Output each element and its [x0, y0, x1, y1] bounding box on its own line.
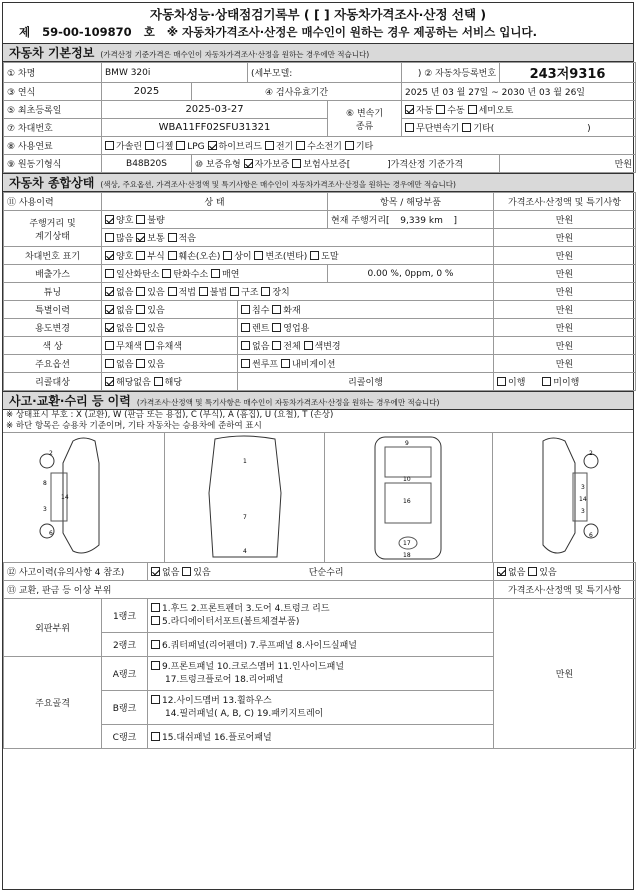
recall-not-done-checkbox[interactable]: [542, 377, 551, 386]
trans-manual-checkbox[interactable]: [436, 105, 445, 114]
table-row: [4, 581, 636, 599]
fire-label: 화재: [283, 306, 301, 316]
fire-checkbox[interactable]: [272, 305, 281, 314]
vin-mismatch-label: 상이: [234, 252, 252, 262]
mileage-many-label: 많음: [116, 234, 134, 244]
svg-text:17: 17: [403, 540, 411, 547]
tuning-illegal-checkbox[interactable]: [199, 287, 208, 296]
warranty-options: [192, 155, 500, 173]
table-row: [4, 211, 636, 229]
vin-stolen-checkbox[interactable]: [310, 251, 319, 260]
history-none-label: 없음: [162, 568, 180, 578]
top-car-outline: [165, 433, 325, 563]
first-reg-label: ⑤ 최초등록일: [4, 101, 102, 119]
option-none-checkbox[interactable]: [105, 359, 114, 368]
fuel-diesel-checkbox[interactable]: [145, 141, 154, 150]
rank1-checkbox-b[interactable]: [151, 616, 160, 625]
fuel-lpg-checkbox[interactable]: [176, 141, 185, 150]
svg-text:1: 1: [243, 458, 247, 465]
diagram-right-side: [493, 433, 635, 563]
price-unit: 만원: [494, 301, 636, 319]
exchange-price-unit: 만원: [494, 599, 636, 749]
price-header: 가격조사·산정액 및 특기사항: [494, 193, 636, 211]
warranty-insurance-label: 보험사보증[: [303, 160, 351, 170]
trans-label-line1: ⑥ 변속기: [346, 108, 384, 119]
vin-marking-state: [102, 247, 494, 265]
tuning-legal-label: 적법: [178, 288, 196, 298]
inspection-from: 2025 년 03 월 27일: [405, 88, 489, 98]
smoke-checkbox[interactable]: [211, 269, 220, 278]
svg-text:4: 4: [243, 548, 247, 555]
history-exists-label: 있음: [193, 568, 211, 578]
table-row: [4, 63, 636, 83]
table-row: [4, 599, 636, 633]
exchange-price-header: 가격조사·산정액 및 특기사항: [494, 581, 636, 599]
color-change-label: 색변경: [314, 342, 341, 352]
tuning-none-checkbox[interactable]: [105, 287, 114, 296]
fuel-electric-label: 전기: [275, 142, 294, 152]
rankA-items-line2: 17.트렁크플로어 18.리어패널: [165, 674, 284, 685]
rankC-items: [148, 725, 494, 749]
section-basic-info: [3, 43, 633, 62]
option-state: [102, 355, 238, 373]
svg-text:14: 14: [61, 494, 69, 501]
vin-good-label: 양호: [116, 252, 134, 262]
rankA-items: [148, 657, 494, 691]
base-price-label: 가격산정 기준가격: [390, 160, 464, 170]
history-none-checkbox[interactable]: [151, 567, 160, 576]
vin-damaged-checkbox[interactable]: [168, 251, 177, 260]
mileage-few-label: 적음: [178, 234, 196, 244]
table-row: [4, 301, 636, 319]
basic-info-table: [3, 62, 636, 173]
table-row: [4, 155, 636, 173]
trans-cvt-label: 무단변속기: [416, 124, 460, 134]
history-state: [148, 563, 494, 581]
sunroof-label: 썬루프: [252, 360, 279, 370]
exchange-label: ⑬ 교환, 판금 등 이상 부위: [4, 581, 494, 599]
fuel-diesel-label: 디젤: [155, 142, 174, 152]
rank1-label: 1랭크: [102, 599, 148, 633]
warranty-label: ⑩ 보증유형: [195, 160, 241, 170]
table-row: [4, 247, 636, 265]
vin-mismatch-checkbox[interactable]: [223, 251, 232, 260]
svg-text:10: 10: [403, 476, 411, 483]
number-suffix: 호: [143, 25, 155, 39]
simple-repair-label: 단순수리: [308, 568, 344, 578]
history-exists-checkbox[interactable]: [182, 567, 191, 576]
current-mileage-value: 9,339 km: [400, 216, 443, 226]
price-unit: 만원: [494, 229, 636, 247]
rank2-label: 2랭크: [102, 633, 148, 657]
rankA-checkbox-a[interactable]: [151, 661, 160, 670]
option-items: [238, 355, 494, 373]
current-mileage: [328, 211, 494, 229]
purpose-state: [102, 319, 238, 337]
mileage-few-checkbox[interactable]: [168, 233, 177, 242]
svg-text:6: 6: [589, 532, 593, 539]
document-title: 자동차성능·상태점검기록부 ( [ ] 자동차가격조사·산정 선택 ): [149, 7, 487, 22]
trans-options-row1: [402, 101, 636, 119]
fuel-lpg-label: LPG: [187, 142, 205, 152]
inspection-to: 2030 년 03 월 26일: [501, 88, 586, 98]
price-unit: 만원: [494, 337, 636, 355]
fuel-hydrogen-checkbox[interactable]: [296, 141, 305, 150]
special-exists-label: 있음: [147, 306, 165, 316]
section-note: (색상, 주요옵션, 가격조사·산정액 및 특기사항은 매수인이 자동차가격조사·산정을 원하는 경우에만 적습니다): [100, 180, 456, 189]
price-unit: 만원: [494, 319, 636, 337]
tuning-state: [102, 283, 494, 301]
vin-corrosion-checkbox[interactable]: [136, 251, 145, 260]
table-row: [4, 337, 636, 355]
navigation-label: 내비게이션: [291, 360, 336, 370]
gauge-good-checkbox[interactable]: [105, 215, 114, 224]
rank1-checkbox-a[interactable]: [151, 603, 160, 612]
vin-damaged-label: 훼손(오손): [178, 252, 221, 262]
purpose-none-label: 없음: [116, 324, 134, 334]
special-exists-checkbox[interactable]: [136, 305, 145, 314]
special-items: [238, 301, 494, 319]
table-row: [4, 373, 636, 391]
fuel-hybrid-checkbox[interactable]: [208, 141, 217, 150]
recall-na-checkbox[interactable]: [105, 377, 114, 386]
price-unit: 만원: [494, 355, 636, 373]
recall-not-done-option: 미이행: [553, 378, 580, 388]
svg-text:2: 2: [589, 450, 593, 457]
repair-exists-label: 있음: [539, 568, 557, 578]
trans-label-line2: 종류: [355, 121, 374, 132]
tuning-device-label: 장치: [272, 288, 290, 298]
car-diagrams: [3, 432, 633, 562]
special-none-label: 없음: [116, 306, 134, 316]
hc-checkbox[interactable]: [162, 269, 171, 278]
rankB-items-line2: 14.필러패널( A, B, C) 19.패키지트레이: [165, 708, 324, 719]
special-state: [102, 301, 238, 319]
fuel-electric-checkbox[interactable]: [265, 141, 274, 150]
tuning-none-label: 없음: [116, 288, 134, 298]
svg-text:18: 18: [403, 552, 411, 559]
reg-no-label: ② 자동차등록번호: [424, 69, 497, 79]
price-unit: 만원: [494, 247, 636, 265]
service-note: ※ 자동차가격조사·산정은 매수인이 원하는 경우 제공하는 서비스 입니다.: [166, 25, 537, 39]
co-label: 일산화탄소: [116, 270, 160, 280]
reg-no-value: 243저9316: [500, 63, 636, 83]
inspection-period: [402, 83, 636, 101]
simple-repair-state: [494, 563, 636, 581]
tuning-legal-checkbox[interactable]: [168, 287, 177, 296]
trans-cvt-checkbox[interactable]: [405, 123, 414, 132]
left-side-car-outline: [3, 433, 165, 563]
table-row: [4, 119, 636, 137]
purpose-exists-checkbox[interactable]: [136, 323, 145, 332]
section-accident-history: [3, 391, 633, 410]
section-title: 자동차 기본정보: [9, 46, 95, 60]
rankB-items-line1: 12.사이드멤버 13.휠하우스: [162, 695, 272, 706]
mileage-label-line1: 주행거리 및: [29, 218, 76, 229]
inspection-tilde: ~: [491, 88, 499, 98]
rank2-checkbox[interactable]: [151, 640, 160, 649]
status-table: [3, 192, 636, 391]
warranty-insurance-checkbox[interactable]: [292, 159, 301, 168]
table-row: [4, 83, 636, 101]
repair-none-checkbox[interactable]: [497, 567, 506, 576]
rank1-items-line2: 5.라디에이터서포트(볼트체결부품): [162, 616, 300, 627]
svg-text:6: 6: [49, 530, 53, 537]
trans-options-row2: [402, 119, 636, 137]
trans-other-checkbox[interactable]: [462, 123, 471, 132]
warranty-self-checkbox[interactable]: [244, 159, 253, 168]
inspection-record-sheet: [2, 2, 634, 890]
trans-semi-label: 세미오토: [478, 106, 514, 116]
section-title: 자동차 종합상태: [9, 176, 95, 190]
rankC-items-text: 15.대쉬패널 16.플로어패널: [162, 733, 272, 743]
gauge-bad-checkbox[interactable]: [136, 215, 145, 224]
svg-text:16: 16: [403, 498, 411, 505]
table-row: [4, 283, 636, 301]
state-header: 상 태: [102, 193, 328, 211]
recall-label: 리콜대상: [4, 373, 102, 391]
svg-text:3: 3: [581, 484, 585, 491]
color-change-checkbox[interactable]: [304, 341, 313, 350]
table-row: [4, 563, 636, 581]
color-label: 색 상: [4, 337, 102, 355]
recall-done-checkbox[interactable]: [497, 377, 506, 386]
document-number: 59-00-109870: [42, 25, 132, 39]
svg-text:14: 14: [579, 496, 587, 503]
mileage-normal-label: 보통: [147, 234, 165, 244]
svg-text:8: 8: [43, 480, 47, 487]
recall-state: [102, 373, 238, 391]
flood-label: 침수: [252, 306, 270, 316]
detail-model-close: ): [417, 69, 422, 79]
vin-good-checkbox[interactable]: [105, 251, 114, 260]
mileage-state: [102, 229, 494, 247]
rank2-items-text: 6.쿼터패널(리어펜더) 7.루프패널 8.사이드실패널: [162, 641, 357, 651]
repair-none-label: 없음: [508, 568, 526, 578]
svg-text:2: 2: [49, 450, 53, 457]
business-label: 영업용: [283, 324, 310, 334]
rankB-label: B랭크: [102, 691, 148, 725]
repair-exists-checkbox[interactable]: [528, 567, 537, 576]
rankA-label: A랭크: [102, 657, 148, 691]
smoke-label: 매연: [222, 270, 240, 280]
fuel-hybrid-label: 하이브리드: [218, 142, 263, 152]
first-reg-value: 2025-03-27: [102, 101, 328, 119]
achromatic-label: 무채색: [116, 342, 143, 352]
fuel-options: [102, 137, 636, 155]
rankC-checkbox[interactable]: [151, 732, 160, 741]
special-label: 특별이력: [4, 301, 102, 319]
fuel-label: ⑧ 사용연료: [4, 137, 102, 155]
year-label: ③ 연식: [4, 83, 102, 101]
recall-done-state: [494, 373, 636, 391]
current-mileage-close: ]: [453, 216, 458, 226]
section-note: (가격산정 기준가격은 매수인이 자동차가격조사·산정을 원하는 경우에만 적습니다): [100, 50, 370, 59]
recall-applicable-label: 해당: [164, 378, 183, 388]
gauge-good-label: 양호: [116, 216, 134, 226]
frame-label: 주요골격: [4, 657, 102, 749]
recall-done-label: 리콜이행: [238, 373, 494, 391]
right-side-car-outline: [493, 433, 635, 563]
color-items: [238, 337, 494, 355]
achromatic-checkbox[interactable]: [105, 341, 114, 350]
legend-line-2: ※ 하단 항목은 승용차 기준이며, 기타 자동차는 승용차에 준하여 표시: [6, 421, 262, 431]
vin-stolen-label: 도말: [321, 252, 339, 262]
co-checkbox[interactable]: [105, 269, 114, 278]
vin-label: ⑦ 차대번호: [4, 119, 102, 137]
gauge-bad-label: 불량: [147, 216, 165, 226]
tuning-label: 튜닝: [4, 283, 102, 301]
navigation-checkbox[interactable]: [281, 359, 290, 368]
tuning-device-checkbox[interactable]: [261, 287, 270, 296]
tuning-structure-label: 구조: [241, 288, 259, 298]
option-none-label: 없음: [116, 360, 134, 370]
engine-label: ⑨ 원동기형식: [4, 155, 102, 173]
purpose-none-checkbox[interactable]: [105, 323, 114, 332]
purpose-items: [238, 319, 494, 337]
vin-corrosion-label: 부식: [147, 252, 165, 262]
chromatic-checkbox[interactable]: [145, 341, 154, 350]
price-unit: 만원: [494, 265, 636, 283]
warranty-self-label: 자가보증: [254, 160, 290, 170]
vin-altered-checkbox[interactable]: [254, 251, 263, 260]
paint-none-checkbox[interactable]: [241, 341, 250, 350]
year-value: 2025: [102, 83, 192, 101]
option-label: 주요옵션: [4, 355, 102, 373]
table-row: [4, 319, 636, 337]
fuel-gasoline-checkbox[interactable]: [105, 141, 114, 150]
tuning-exists-checkbox[interactable]: [136, 287, 145, 296]
legend-line-1: ※ 상태표시 부호 : X (교환), W (판금 또는 용접), C (부식), A (흠집), U (요철), T (손상): [6, 410, 334, 420]
diagram-top: [165, 433, 325, 563]
trans-other-label: 기타(: [473, 124, 495, 134]
rankB-checkbox-a[interactable]: [151, 695, 160, 704]
warranty-close: ]: [387, 160, 391, 170]
color-state: [102, 337, 238, 355]
mileage-label: [4, 211, 102, 247]
option-exists-checkbox[interactable]: [136, 359, 145, 368]
inspection-label: ④ 검사유효기간: [192, 83, 402, 101]
flood-checkbox[interactable]: [241, 305, 250, 314]
table-row: [4, 101, 636, 119]
svg-text:3: 3: [581, 508, 585, 515]
rank1-items-line1: 1.후드 2.프론트펜더 3.도어 4.트렁크 리드: [162, 603, 330, 614]
svg-text:7: 7: [243, 514, 247, 521]
detail-model-cell: [248, 63, 402, 83]
hc-label: 탄화수소: [173, 270, 209, 280]
purpose-exists-label: 있음: [147, 324, 165, 334]
fuel-other-label: 기타: [355, 142, 374, 152]
rental-label: 렌트: [252, 324, 270, 334]
rental-checkbox[interactable]: [241, 323, 250, 332]
emission-types: [102, 265, 328, 283]
section-overall-status: [3, 173, 633, 192]
current-mileage-label: 현재 주행거리[: [331, 216, 390, 226]
base-price-unit: 만원: [500, 155, 636, 173]
mileage-label-line2: 계기상태: [35, 231, 70, 242]
full-paint-checkbox[interactable]: [272, 341, 281, 350]
recall-done-option: 이행: [508, 378, 526, 388]
document-number-line: [3, 23, 633, 43]
gauge-state: [102, 211, 328, 229]
rank1-items: [148, 599, 494, 633]
tuning-structure-checkbox[interactable]: [230, 287, 239, 296]
full-paint-label: 전체: [283, 342, 301, 352]
reg-no-label-cell: [402, 63, 500, 83]
trans-auto-label: 자동: [416, 106, 434, 116]
section-title: 사고·교환·수리 등 이력: [9, 394, 131, 408]
svg-text:3: 3: [43, 506, 47, 513]
table-row: [4, 265, 636, 283]
item-header: 항목 / 해당부품: [328, 193, 494, 211]
trans-semi-checkbox[interactable]: [468, 105, 477, 114]
special-none-checkbox[interactable]: [105, 305, 114, 314]
outer-label: 외판부위: [4, 599, 102, 657]
vin-altered-label: 변조(변타): [265, 252, 308, 262]
car-name-label: ① 차명: [4, 63, 102, 83]
detail-model-label: (세부모델:: [251, 69, 293, 79]
emission-label: 배출가스: [4, 265, 102, 283]
table-row: [4, 137, 636, 155]
number-label: 제: [19, 25, 31, 39]
vin-marking-label: 차대번호 표기: [4, 247, 102, 265]
fuel-other-checkbox[interactable]: [345, 141, 354, 150]
vin-value: WBA11FF02SFU31321: [102, 119, 328, 137]
mileage-many-checkbox[interactable]: [105, 233, 114, 242]
price-unit: 만원: [494, 283, 636, 301]
trans-other-close: ): [587, 124, 591, 134]
history-label: ⑫ 사고이력(유의사항 4 참조): [4, 563, 148, 581]
mileage-normal-checkbox[interactable]: [136, 233, 145, 242]
recall-applicable-checkbox[interactable]: [154, 377, 163, 386]
sunroof-checkbox[interactable]: [241, 359, 250, 368]
business-checkbox[interactable]: [272, 323, 281, 332]
diagram-left-side: [3, 433, 165, 563]
purpose-label: 용도변경: [4, 319, 102, 337]
trans-label: [328, 101, 402, 137]
rankC-label: C랭크: [102, 725, 148, 749]
chromatic-label: 유채색: [155, 342, 183, 352]
trans-manual-label: 수동: [447, 106, 465, 116]
car-name-value: BMW 320i: [102, 63, 248, 83]
table-row: [4, 193, 636, 211]
svg-text:9: 9: [405, 440, 409, 447]
tuning-exists-label: 있음: [147, 288, 165, 298]
accident-table: [3, 562, 636, 749]
fuel-hydrogen-label: 수소전기: [307, 142, 342, 152]
price-unit: 만원: [494, 211, 636, 229]
rank2-items: [148, 633, 494, 657]
emission-values: 0.00 %, 0ppm, 0 %: [328, 265, 494, 283]
usage-header: ⑪ 사용이력: [4, 193, 102, 211]
recall-na-label: 해당없음: [116, 378, 151, 388]
frame-outline: [325, 433, 493, 563]
fuel-gasoline-label: 가솔린: [116, 142, 143, 152]
table-row: [4, 355, 636, 373]
tuning-illegal-label: 불법: [209, 288, 228, 298]
diagram-frame: [325, 433, 493, 563]
paint-none-label: 없음: [252, 342, 270, 352]
rankB-items: [148, 691, 494, 725]
trans-auto-checkbox[interactable]: [405, 105, 414, 114]
section-note: (가격조사·산정액 및 특기사항은 매수인이 자동차가격조사·산정을 원하는 경우에만 적습니다): [136, 398, 440, 407]
engine-value: B48B20S: [102, 155, 192, 173]
option-exists-label: 있음: [147, 360, 165, 370]
rankA-items-line1: 9.프론트패널 10.크로스멤버 11.인사이드패널: [162, 661, 345, 672]
